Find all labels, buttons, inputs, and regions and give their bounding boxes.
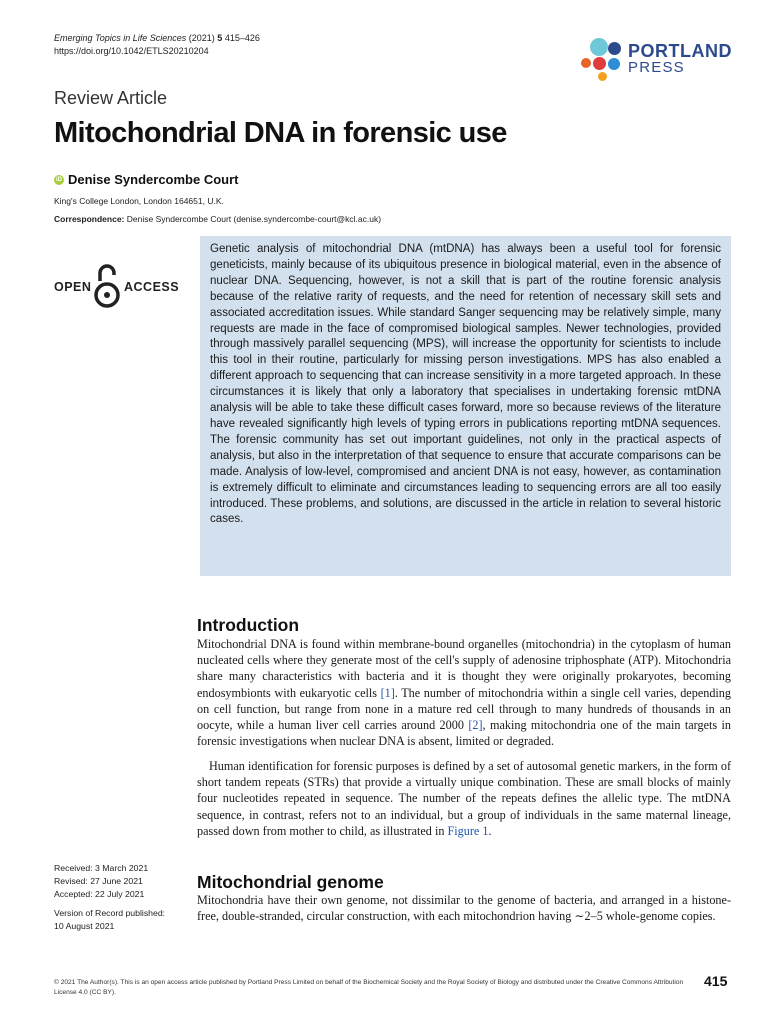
revised-date: Revised: 27 June 2021 (54, 875, 143, 886)
journal-name: Emerging Topics in Life Sciences (54, 33, 187, 43)
license-footer: © 2021 The Author(s). This is an open access article published by Portland Press Limited on behalf of the Biochemical Society and the Royal Society of Biology and distributed under the Creative Commons Attribution License 4.0 (CC BY). (54, 979, 684, 996)
journal-header (54, 32, 260, 57)
logo-dot-blue (608, 58, 620, 70)
logo-dot-orange (581, 58, 591, 68)
article-type: Review Article (54, 88, 168, 108)
doi-link[interactable]: https://doi.org/10.1042/ETLS20210204 (54, 45, 209, 56)
open-access-badge (54, 263, 184, 313)
page-number: 415 (704, 973, 728, 989)
introduction-paragraph-2 (197, 758, 731, 839)
journal-pages: 415–426 (224, 33, 260, 43)
intro-p1-text-b: . The number of mitochondria within a single cell varies, depending on cell function, but range from none in a mature red cell through to many hundreds of thousands in an oocyte, while a human liver cell carries around 2000 (197, 685, 731, 733)
author-name: Denise Syndercombe Court (68, 172, 239, 187)
introduction-paragraph-1 (197, 636, 731, 749)
journal-citation (54, 32, 260, 45)
publisher-name-2: PRESS (628, 59, 685, 76)
publication-dates (54, 862, 165, 933)
logo-dot-teal (590, 38, 608, 56)
open-access-right: ACCESS (124, 280, 180, 294)
accepted-date: Accepted: 22 July 2021 (54, 888, 145, 899)
genome-heading: Mitochondrial genome (197, 872, 384, 892)
version-of-record-label: Version of Record published: (54, 908, 166, 919)
journal-year: (2021) (188, 33, 215, 43)
intro-p1-text-a: Mitochondrial DNA is found within membrane-bound organelles (mitochondria) in the cytoplasm of human nucleated cells where they generate most of the cell's supply of adenosine triphosphate (ATP). Mitochondria share many characteristics with bacteria and it is thought they were originally prokaryotes, becoming endosymbionts with eukaryotic cells (197, 637, 731, 700)
publisher-logo (580, 36, 740, 84)
reference-link-2[interactable]: [2] (468, 718, 483, 733)
introduction-heading: Introduction (197, 615, 300, 635)
correspondence-label: Correspondence: (54, 214, 125, 224)
reference-link-1[interactable]: [1] (380, 685, 395, 700)
logo-dot-red (593, 57, 606, 70)
abstract-text: Genetic analysis of mitochondrial DNA (mtDNA) has always been a useful tool for forensic geneticists, mainly because of its ubiquitous presence in biological material, even in the absence of nuclear DNA. Sequencing, however, is not a skill that is part of the routine forensic analysis because of the relative rarity of requests, and the need for retention of necessary skill sets and associated accreditation issues. While standard Sanger sequencing may be relatively simple, many requests are made in the face of compromised biological samples. Newer technologies, provided through massively parallel sequencing (MPS), will increase the opportunity for scientists to include this tool in their routine, particularly for missing person investigations. MPS has also enabled a different approach to sequencing that can increase sensitivity in a more targeted approach. In these circumstances it is likely that only a laboratory that specialises in undertaking forensic mtDNA analysis will be able to take these difficult cases forward, more so because reviews of the literature have revealed significantly high levels of typing errors in publications reporting mtDNA sequences. The forensic community has set out important guidelines, not only in the practical aspects of analysis, but also in the interpretation of that sequence to ensure that accurate comparisons can be made. Analysis of low-level, compromised and ancient DNA is not easy, however, as contamination is extremely difficult to eliminate and circumstances leading to sequencing errors are all too easily introduced. These problems, and solutions, are discussed in the article in relation to several historic cases. (210, 243, 721, 526)
orcid-icon[interactable]: iD (56, 176, 62, 183)
open-access-left: OPEN (54, 280, 92, 294)
correspondence-text: Denise Syndercombe Court (denise.syndercombe-court@kcl.ac.uk) (126, 214, 382, 224)
author (54, 172, 239, 187)
abstract-box (200, 236, 731, 576)
dates-spacer (54, 900, 165, 907)
logo-dot-navy (608, 42, 621, 55)
intro-p2-text-a: Human identification for forensic purposes is defined by a set of autosomal genetic markers, in the form of short tandem repeats (STRs) that provide a virtually unique combination. These are small blocks of mainly four nucleotides repeated in sequence. The number of the repeats defines the allelic type. The mtDNA sequence, in contrast, refers not to an individual, but a group of individuals in the same maternal lineage, passed down from mother to child, as illustrated in (197, 759, 731, 838)
intro-p1-text-c: , making mitochondria one of the main targets in forensic investigations when nuclear DNA is absent, limited or degraded. (197, 718, 732, 749)
logo-dot-yellow (598, 72, 607, 81)
article-title: Mitochondrial DNA in forensic use (54, 117, 507, 149)
genome-paragraph-1: Mitochondria have their own genome, not dissimilar to the genome of bacteria, and arranged in a histone-free, double-stranded, circular construction, with each mitochondrion having ∼2–5 whole-genome copies. (197, 893, 731, 924)
correspondence (54, 214, 381, 224)
received-date: Received: 3 March 2021 (54, 863, 149, 873)
version-of-record-date: 10 August 2021 (54, 921, 115, 932)
journal-volume: 5 (217, 33, 223, 43)
intro-p2-text-b: . (488, 823, 492, 838)
open-lock-icon (94, 263, 120, 311)
affiliation: King's College London, London 164651, U.K. (54, 196, 224, 206)
publisher-name: PORTLAND (628, 41, 732, 61)
figure-1-link[interactable]: Figure 1 (447, 823, 489, 838)
